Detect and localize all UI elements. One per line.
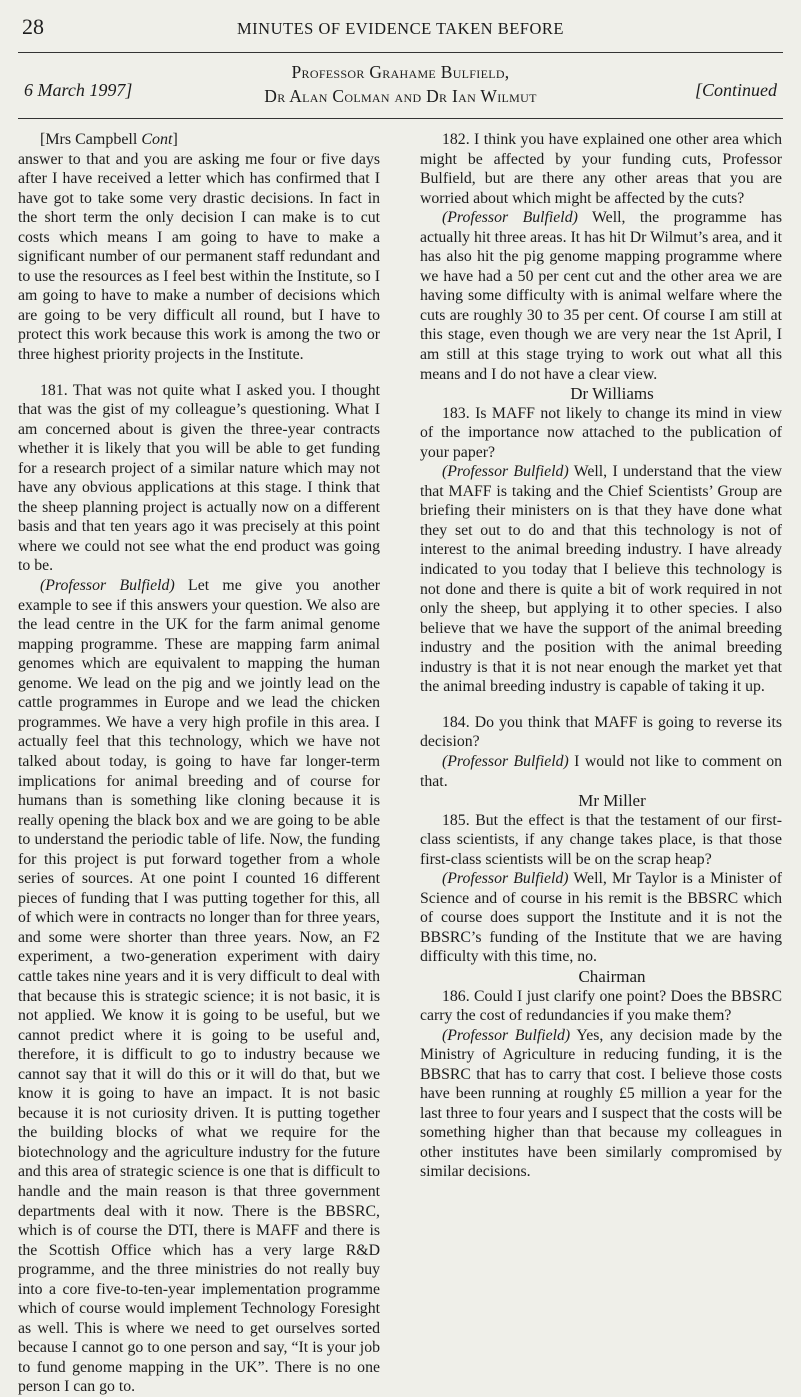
- answer-186: [420, 1026, 782, 1182]
- answer-185: [420, 869, 782, 967]
- witness-line-2: Dr Alan Colman and Dr Ian Wilmut: [264, 86, 537, 106]
- sitting-header: [18, 58, 783, 119]
- answer-paragraph: answer to that and you are asking me four or five days after I have received a letter which has confirmed that I have got to take some very drastic decisions. In fact in the short term the only decision I can make is to cut costs which means I am going to have to make a significant number of our permanent staff redundant and to use the resources as I feel best within the Institute, so I am going to have to make a number of decisions which are going to be very difficult all round, but I have to protect this work because this work is among the two or three highest priority projects in the Institute.: [18, 150, 380, 364]
- speaker-heading-miller: Mr Miller: [578, 791, 646, 811]
- answer-text: Well, I understand that the view that MAFF is taking and the Chief Scientists’ Group are briefing their ministers on is that they have done what they set out to do and that this technology is not of interest to the animal breeding industry. I have already indicated to you today that I believe this technology is not done and there is quite a bit of work required in not only the sheep, but applying it to other species. I also believe that we have the support of the animal breeding industry and the position with the animal breeding industry is that it is not near enough the market yet that the animal breeding industry is capable of taking it up.: [420, 463, 783, 696]
- answer-text: Let me give you another example to see if this answers your question. We also are the lead centre in the UK for the farm animal genome mapping programme. These are mapping farm animal genomes which are equivalent to mapping the human genome. We lead on the pig and we jointly lead on the cattle programmes in Europe and we lead the chicken programmes. We have a very high profile in this area. I actually feel that this technology, which we have not talked about today, is going to have far longer-term implications for animal breeding and of course for humans than is something like cloning because it is really opening the black box and we are going to be able to understand the periodic table of life. Now, the funding for this project is put forward together from a whole series of sources. At one point I counted 16 different pieces of funding that I was putting together for this, all of which were in contracts no longer than for three years, and some were shorter than three years. Now, an F2 experiment, a two-generation experiment with dairy cattle takes nine years and it is very difficult to deal with that because this is strategic science; it is not basic, it is not applied. We know it is going to be useful, but we cannot predict where it is going to be useful and, therefore, it is difficult to go to industry because we cannot say that it will do this or it will do that, but we know it is going to have an impact. It is not basic because it is not curiosity driven. It is putting together the building blocks of what we require for the biotechnology and the agriculture industry for the future and this area of strategic science is one that is difficult to handle and the main reason is that three government departments deal with it now. There is the BBSRC, which is of course the DTI, there is MAFF and there is the Scottish Office which has a very large R&D programme, and the three ministries do not really buy into a core five-to-ten-year implementation programme which of course would implement Technology Foresight as well. This is where we need to get ourselves sorted because I cannot go to one person and say, “It is your job to fund genome mapping in the UK”. There is no one person I can go to.: [18, 577, 380, 1396]
- running-header: [18, 12, 783, 53]
- answer-text: I would not like to comment on that.: [420, 752, 782, 790]
- witness-names: [18, 60, 783, 108]
- speaker-heading-campbell: [18, 130, 380, 150]
- answer-text: Yes, any decision made by the Ministry of Agriculture in reducing funding, it is the BBSRC that has to carry that cost. I believe those costs have been running at roughly £5 million a year for the last three to four years and I suspect that the costs will be something higher than that because my colleagues in other institutes have been similarly compromised by similar decisions.: [420, 1026, 782, 1181]
- right-column: [420, 130, 782, 1182]
- bracket-open: [: [40, 131, 46, 148]
- question-185: 185. But the effect is that the testament of our first-class scientists, if any change takes place, is that those first-class scientists will be on the scrap heap?: [420, 811, 782, 868]
- bracket-close: ]: [172, 131, 178, 148]
- answer-text: Well, Mr Taylor is a Minister of Science and of course in his remit is the BBSRC which of course does support the Institute and it is not the BBSRC’s funding of the Institute that we are having difficulty with this time, no.: [420, 870, 782, 966]
- answer-text: Well, the programme has actually hit three areas. It has hit Dr Wilmut’s area, and it has also hit the pig genome mapping programme where we have had a 50 per cent cut and the other area we are having some difficulty with is animal welfare where the cuts are roughly 30 to 35 per cent. Of course I am still at this stage, even though we are very near the 1st April, I am still at this stage trying to work out what all this means and I do not have a clear view.: [420, 209, 782, 383]
- continued-marker: [Continued: [694, 80, 777, 100]
- page-number: 28: [22, 14, 44, 39]
- question-183: 183. Is MAFF not likely to change its mind in view of the importance now attached to the publication of your paper?: [420, 404, 782, 461]
- question-181: 181. That was not quite what I asked you. I thought that was the gist of my colleague’s questioning. What I am concerned about is given the three-year contracts whether it is likely that you will be able to get funding for a research project of a similar nature which may not have any obvious applications at this stage. I think that the sheep planning project is actually now on a different basis and that ten years ago it was precisely at this point where we could not see what the end product was going to be.: [18, 381, 380, 575]
- question-186: 186. Could I just clarify one point? Does the BBSRC carry the cost of redundancies if you make them?: [420, 987, 782, 1025]
- answer-184: [420, 752, 782, 791]
- witness-label: (Professor Bulfield): [442, 209, 578, 227]
- witness-label: (Professor Bulfield): [442, 870, 569, 888]
- witness-label: (Professor Bulfield): [40, 577, 175, 595]
- sitting-date: 6 March 1997]: [24, 80, 133, 100]
- answer-181: [18, 576, 380, 1397]
- question-184: 184. Do you think that MAFF is going to reverse its decision?: [420, 713, 782, 751]
- speaker-heading-williams: Dr Williams: [570, 384, 654, 404]
- speaker-name: Mrs Campbell: [45, 131, 138, 148]
- witness-label: (Professor Bulfield): [442, 752, 569, 770]
- left-column: [18, 130, 380, 1397]
- speaker-heading-chairman: Chairman: [578, 966, 646, 986]
- question-182: 182. I think you have explained one other area which might be affected by your funding cuts, Professor Bulfield, but are there any other areas that you are worried about which might be affected by the cuts?: [420, 131, 782, 207]
- running-title: MINUTES OF EVIDENCE TAKEN BEFORE: [237, 19, 564, 38]
- witness-label: (Professor Bulfield): [442, 463, 569, 481]
- witness-line-1: Professor Grahame Bulfield,: [291, 62, 510, 82]
- cont-label: Cont: [141, 131, 173, 148]
- witness-label: (Professor Bulfield): [442, 1026, 571, 1044]
- answer-183: [420, 462, 782, 697]
- answer-182: [420, 208, 782, 384]
